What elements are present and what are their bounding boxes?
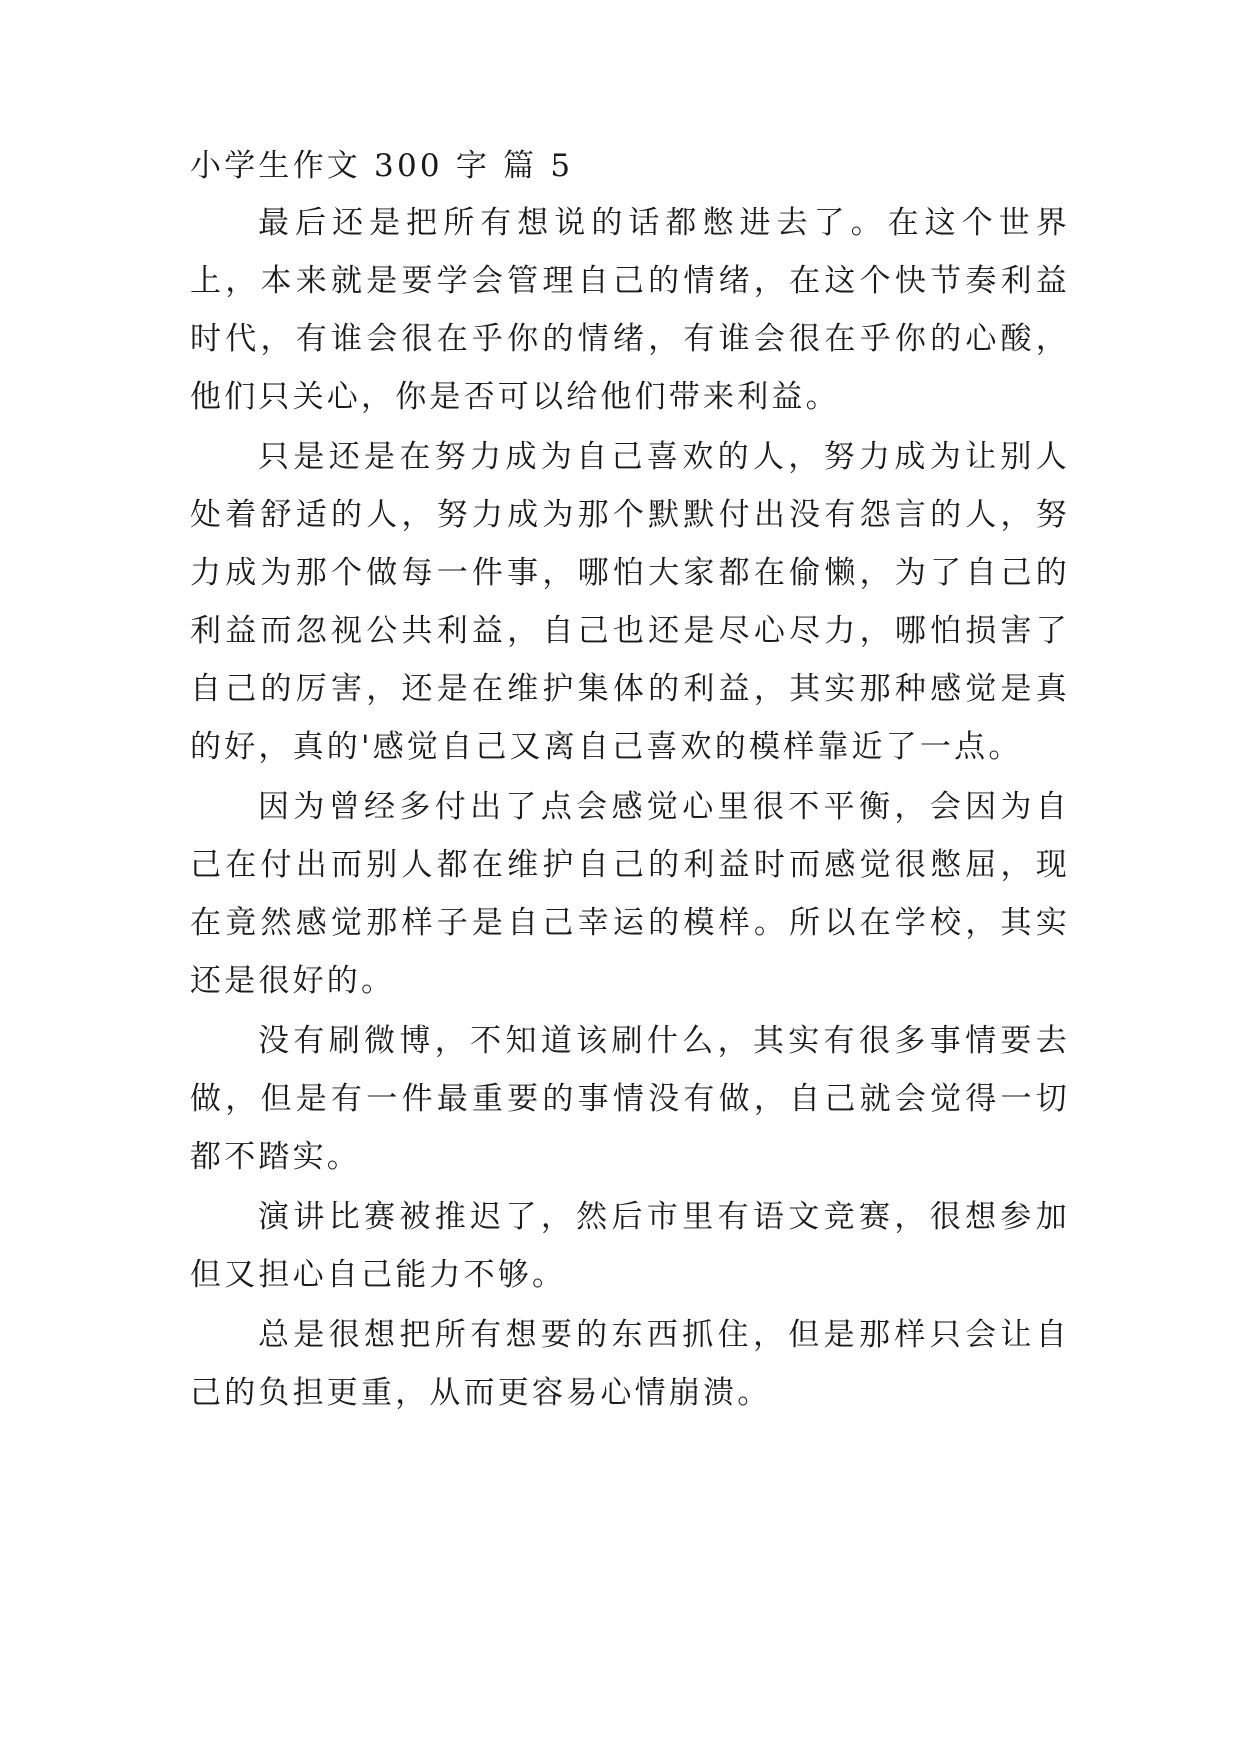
document-body	[190, 138, 1070, 1424]
document-title: 小学生作文 300 字 篇 5	[190, 148, 574, 184]
paragraph-4: 没有刷微博，不知道该刷什么，其实有很多事情要去做，但是有一件最重要的事情没有做，自己就会觉得一切都不踏实。	[190, 1023, 1070, 1175]
paragraph-5: 演讲比赛被推迟了，然后市里有语文竞赛，很想参加但又担心自己能力不够。	[190, 1199, 1070, 1293]
paragraph-2: 只是还是在努力成为自己喜欢的人，努力成为让别人处着舒适的人，努力成为那个默默付出没有怨言的人，努力成为那个做每一件事，哪怕大家都在偷懒，为了自己的利益而忽视公共利益，自己也还是尽心尽力，哪怕损害了自己的厉害，还是在维护集体的利益，其实那种感觉是真的好，真的'感觉自己又离自己喜欢的模样靠近了一点。	[190, 439, 1070, 765]
paragraph-6: 总是很想把所有想要的东西抓住，但是那样只会让自己的负担更重，从而更容易心情崩溃。	[190, 1317, 1070, 1411]
paragraph-1: 最后还是把所有想说的话都憋进去了。在这个世界上，本来就是要学会管理自己的情绪，在这个快节奏利益时代，有谁会很在乎你的情绪，有谁会很在乎你的心酸，他们只关心，你是否可以给他们带来利益。	[190, 205, 1070, 415]
paragraph-3: 因为曾经多付出了点会感觉心里很不平衡，会因为自己在付出而别人都在维护自己的利益时而感觉很憋屈，现在竟然感觉那样子是自己幸运的模样。所以在学校，其实还是很好的。	[190, 789, 1070, 999]
